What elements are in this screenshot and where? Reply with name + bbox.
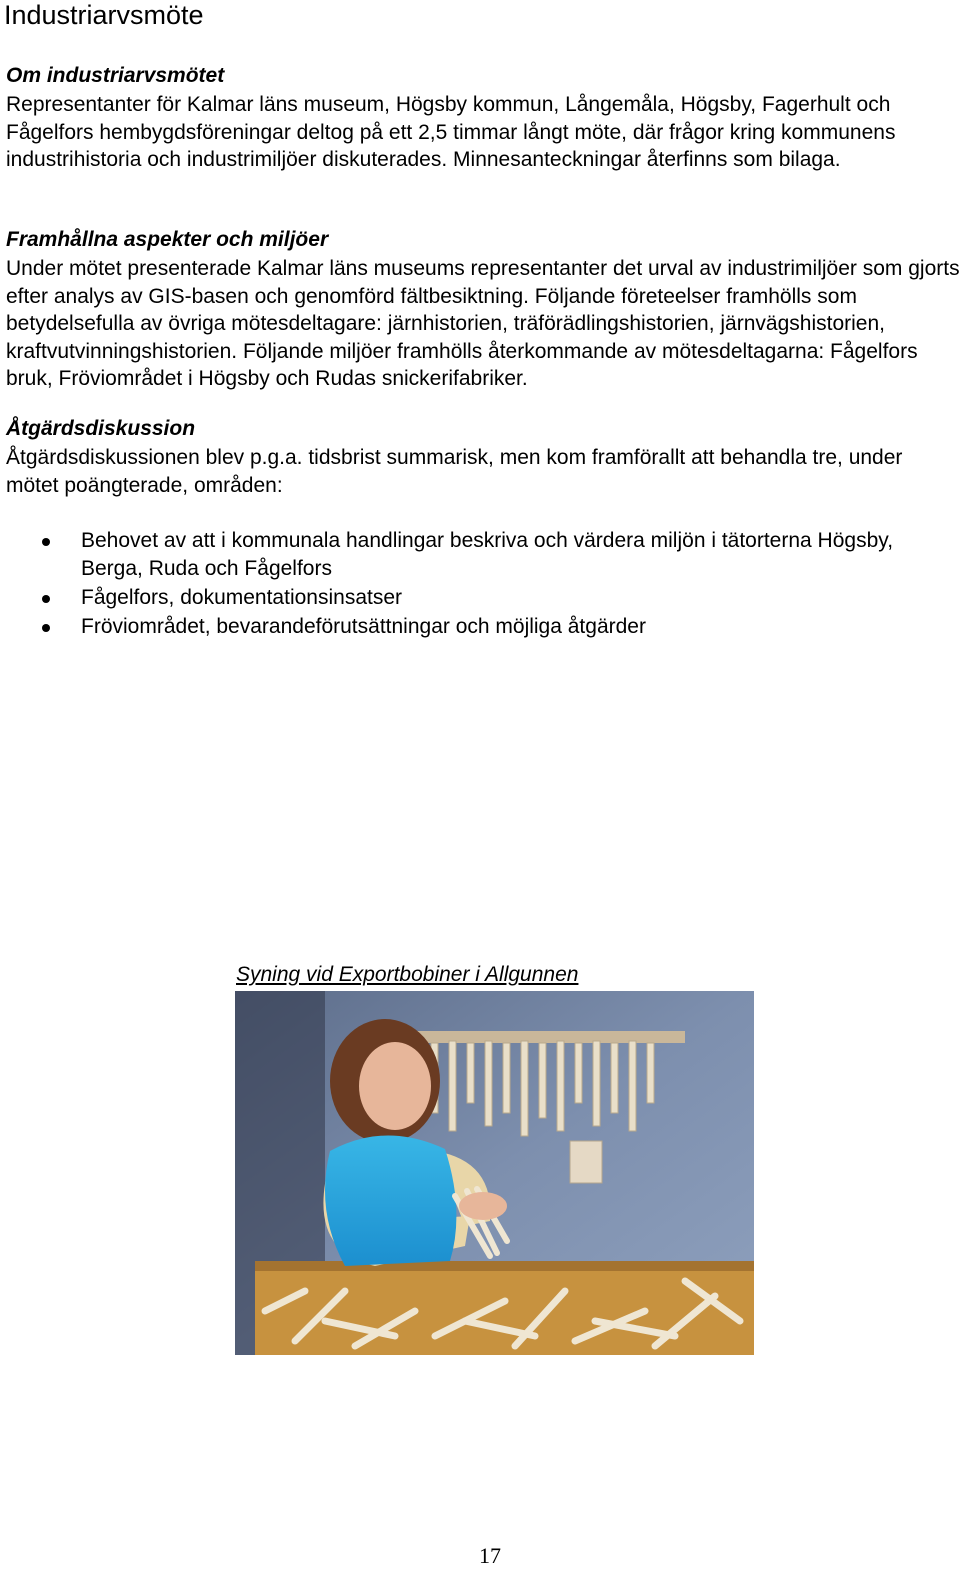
section-title-atgardsdiskussion: Åtgärdsdiskussion <box>6 417 196 440</box>
list-item: Fröviområdet, bevarandeförutsättningar och möjliga åtgärder <box>0 613 960 641</box>
section-body-framhallna-aspekter: Under mötet presenterade Kalmar läns museums representanter det urval av industrimiljöer som gjorts efter analys av GIS-basen och genomförd fältbesiktning. Följande företeelser framhölls som betydelsefulla av övriga mötesdeltagare: järnhistorien, träförädlingshistorien, järnvägshistorien, kraftvutvinningshistorien. Följande miljöer framhölls återkommande av mötesdeltagarna: Fågelfors bruk, Fröviområdet i Högsby och Rudas snickerifabriker. <box>6 257 960 390</box>
page-title: Industriarvsmöte <box>4 0 204 30</box>
section-body-om-industriarvsmotet: Representanter för Kalmar läns museum, Högsby kommun, Långemåla, Högsby, Fagerhult och Fågelfors hembygdsföreningar deltog på ett 2,5 timmar långt möte, där frågor kring kommunens industrihistoria och industrimiljöer diskuterades. Minnesanteckningar återfinns som bilaga. <box>6 93 896 171</box>
figure-caption: Syning vid Exportbobiner i Allgunnen <box>236 963 579 986</box>
page-number: 17 <box>479 1543 501 1568</box>
bullet-list <box>0 527 960 642</box>
list-item: Behovet av att i kommunala handlingar beskriva och värdera miljön i tätorterna Högsby, Berga, Ruda och Fågelfors <box>0 527 960 582</box>
bullet-icon <box>42 595 50 603</box>
bullet-icon <box>42 624 50 632</box>
section-title-om-industriarvsmotet: Om industriarvsmötet <box>6 64 225 87</box>
section-body-atgardsdiskussion: Åtgärdsdiskussionen blev p.g.a. tidsbrist summarisk, men kom framförallt att behandla tre, under mötet poängterade, områden: <box>6 446 903 497</box>
photo-woman-sorting-bobbins <box>235 991 754 1355</box>
list-item: Fågelfors, dokumentationsinsatser <box>0 584 960 612</box>
bullet-icon <box>42 538 50 546</box>
section-title-framhallna-aspekter: Framhållna aspekter och miljöer <box>6 228 329 251</box>
